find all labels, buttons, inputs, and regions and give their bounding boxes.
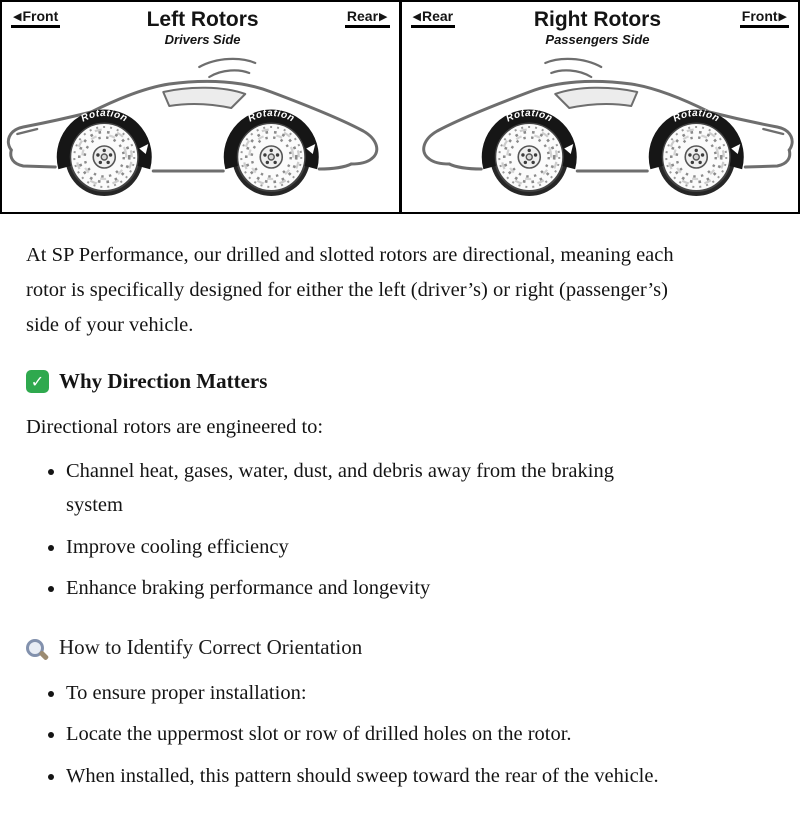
rotation-label: Rotation: [504, 108, 554, 125]
bullet-item: • Enhance braking performance and longevity: [66, 571, 666, 605]
rotation-label: Rotation: [246, 108, 296, 125]
bullet-item: • Improve cooling efficiency: [66, 530, 666, 564]
rotation-label: Rotation: [671, 108, 721, 125]
left-panel-header: [2, 2, 399, 48]
panel-subtitle: Drivers Side: [165, 32, 241, 48]
bullet-item: • To ensure proper installation:: [66, 676, 666, 710]
rear-direction-label: [345, 8, 390, 28]
panel-title: Right Rotors: [534, 8, 661, 32]
left-panel-titles: [147, 8, 259, 48]
rear-rotor: [230, 116, 315, 196]
bullet-item: • When installed, this pattern should sweep toward the rear of the vehicle.: [66, 759, 666, 793]
rotation-label: Rotation: [79, 108, 129, 125]
left-arrow-icon: ◀: [413, 11, 421, 22]
bullet-item: • Channel heat, gases, water, dust, and debris away from the braking system: [66, 454, 666, 523]
why-direction-matters-heading: [26, 369, 774, 394]
rear-direction-label: [411, 8, 456, 28]
right-arrow-icon: ▶: [379, 11, 387, 22]
left-rotors-panel: [0, 0, 401, 214]
identify-orientation-heading: [26, 635, 774, 660]
direction-text: Rear: [347, 8, 378, 24]
front-rotor: [655, 116, 740, 196]
check-icon: ✓: [26, 370, 49, 393]
bullet-item: • Locate the uppermost slot or row of drilled holes on the rotor.: [66, 717, 666, 751]
right-panel-header: [402, 2, 799, 48]
panel-title: Left Rotors: [147, 8, 259, 32]
direction-text: Front: [742, 8, 778, 24]
heading-text: How to Identify Correct Orientation: [59, 635, 362, 660]
front-rotor: [63, 116, 148, 196]
right-arrow-icon: ▶: [779, 11, 787, 22]
identify-bullet-list: [40, 676, 774, 793]
direction-text: Front: [22, 8, 58, 24]
left-arrow-icon: ◀: [13, 11, 21, 22]
rear-rotor: [488, 116, 573, 196]
panel-subtitle: Passengers Side: [545, 32, 649, 48]
engineered-to-lead: Directional rotors are engineered to:: [26, 416, 774, 439]
car-illustration-right: [402, 54, 799, 204]
right-rotors-panel: [401, 0, 800, 214]
article-body: [0, 214, 800, 824]
rotor-direction-diagram: [0, 0, 800, 214]
heading-text: Why Direction Matters: [59, 369, 267, 394]
car-illustration-left: [2, 54, 399, 204]
front-direction-label: [740, 8, 789, 28]
magnifier-icon: [26, 637, 49, 660]
intro-paragraph: At SP Performance, our drilled and slotted rotors are directional, meaning each rotor is specifically designed for either the left (driver’s) or right (passenger’s) side of your vehicle.: [26, 238, 698, 343]
right-panel-titles: [534, 8, 661, 48]
front-direction-label: [11, 8, 60, 28]
direction-text: Rear: [422, 8, 453, 24]
why-bullet-list: [40, 454, 774, 606]
